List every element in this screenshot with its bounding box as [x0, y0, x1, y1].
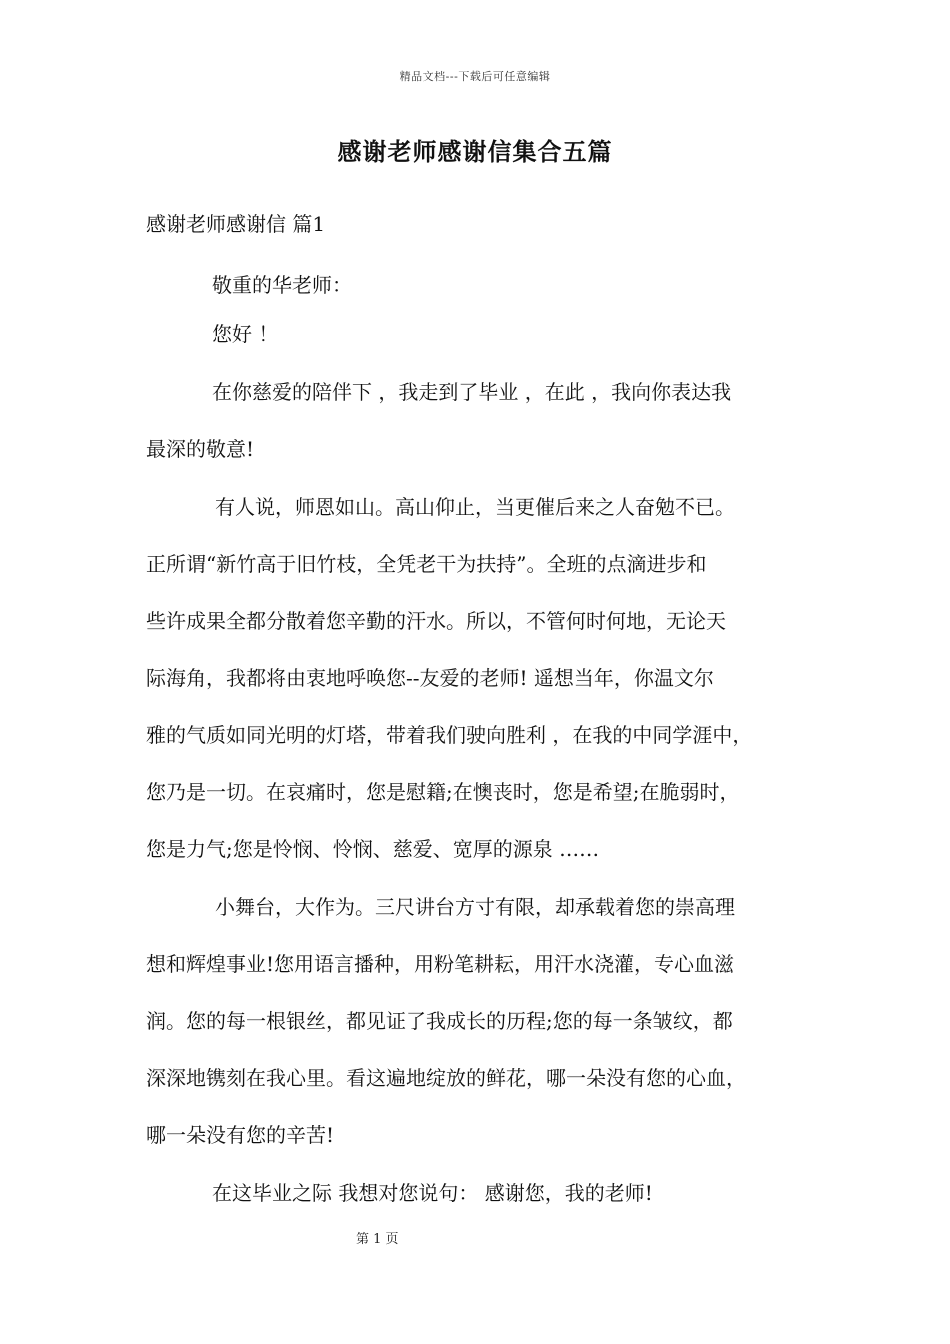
- paragraph-1-line-1: 在你慈爱的陪伴下 ，我走到了毕业 ，在此 ，我向你表达我: [212, 380, 732, 404]
- document-title: 感谢老师感谢信集合五篇: [337, 137, 613, 166]
- paragraph-2-line-4: 际海角，我都将由衷地呼唤您--友爱的老师! 遥想当年，你温文尔: [146, 666, 714, 690]
- paragraph-3-line-4: 深深地镌刻在我心里。看这遍地绽放的鲜花，哪一朵没有您的心血，: [146, 1066, 746, 1090]
- paragraph-2-line-3: 些许成果全都分散着您辛勤的汗水。所以，不管何时何地，无论天: [146, 609, 726, 633]
- paragraph-2-line-5: 雅的气质如同光明的灯塔，带着我们驶向胜利 ，在我的中同学涯中，: [146, 723, 753, 747]
- section-heading: 感谢老师感谢信 篇1: [146, 212, 326, 236]
- closing-line: 在这毕业之际 我想对您说句： 感谢您，我的老师!: [212, 1181, 653, 1205]
- paragraph-3-line-3: 润。您的每一根银丝，都见证了我成长的历程;您的每一条皱纹，都: [146, 1009, 733, 1033]
- paragraph-3-line-2: 想和辉煌事业!您用语言播种，用粉笔耕耘，用汗水浇灌，专心血滋: [146, 952, 735, 976]
- paragraph-3-line-1: 小舞台，大作为。三尺讲台方寸有限，却承载着您的崇高理: [215, 895, 735, 919]
- paragraph-2-line-6: 您乃是一切。在哀痛时，您是慰籍;在懊丧时，您是希望;在脆弱时，: [146, 780, 740, 804]
- greeting: 您好 ！: [212, 322, 279, 346]
- paragraph-2-line-2: 正所谓“新竹高于旧竹枝，全凭老干为扶持”。全班的点滴进步和: [146, 552, 707, 576]
- salutation: 敬重的华老师：: [212, 273, 352, 297]
- paragraph-2-line-1: 有人说，师恩如山。高山仰止，当更催后来之人奋勉不已。: [215, 495, 735, 519]
- header-note: 精品文档---下载后可任意编辑: [399, 70, 551, 83]
- page-number: 第 1 页: [356, 1232, 399, 1247]
- paragraph-3-line-5: 哪一朵没有您的辛苦!: [146, 1123, 335, 1147]
- paragraph-1-line-2: 最深的敬意!: [146, 437, 255, 461]
- paragraph-2-line-7: 您是力气;您是怜悯、怜悯、慈爱、宽厚的源泉 ……: [146, 837, 600, 861]
